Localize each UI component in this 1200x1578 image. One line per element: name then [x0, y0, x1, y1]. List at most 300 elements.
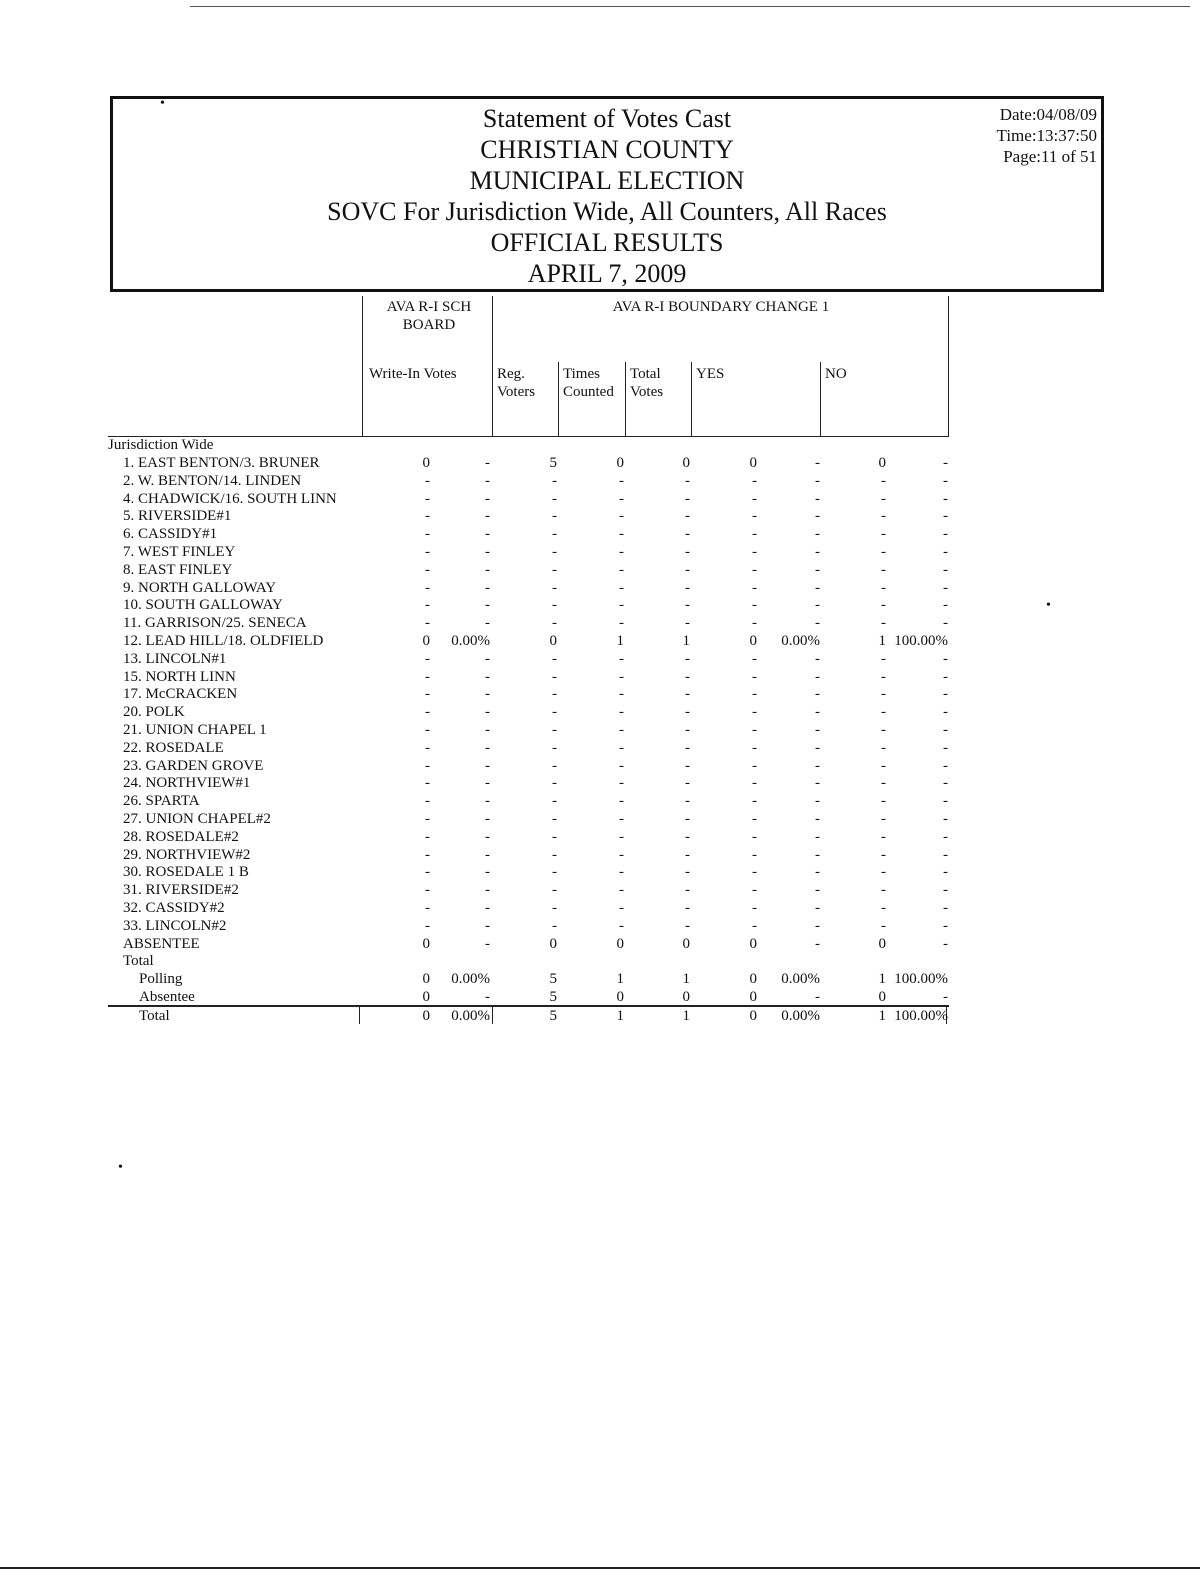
- total-votes-cell: -: [685, 846, 690, 863]
- writein-votes-cell: -: [425, 526, 430, 543]
- writein-votes-cell: -: [425, 472, 430, 489]
- times-counted-cell: -: [619, 828, 624, 845]
- yes-percent-cell: -: [815, 900, 820, 916]
- yes-percent-cell: -: [815, 935, 820, 952]
- reg-voters-cell: -: [552, 561, 557, 578]
- reg-voters-cell: -: [552, 846, 557, 863]
- total-votes-cell: -: [685, 615, 690, 632]
- no-percent-cell: -: [943, 455, 948, 471]
- total-votes-cell: -: [685, 561, 690, 578]
- no-percent-cell: -: [943, 846, 948, 863]
- writein-percent-cell: -: [485, 775, 490, 792]
- times-counted-cell: -: [619, 615, 624, 632]
- total-votes-cell: -: [685, 828, 690, 845]
- no-votes-cell: -: [881, 579, 886, 596]
- reg-voters-cell: 5: [549, 455, 557, 471]
- times-counted-cell: 0: [616, 989, 624, 1005]
- times-counted-cell: -: [619, 597, 624, 614]
- reg-voters-cell: -: [552, 882, 557, 899]
- writein-votes-cell: -: [425, 811, 430, 827]
- precinct-label: 7. WEST FINLEY: [123, 544, 236, 560]
- scan-speck: •: [1046, 598, 1051, 613]
- official-results-line: OFFICIAL RESULTS: [490, 228, 724, 257]
- yes-votes-cell: -: [752, 917, 757, 934]
- no-percent-cell: 100.00%: [894, 1008, 948, 1024]
- total-votes-cell: -: [685, 757, 690, 774]
- writein-percent-cell: -: [485, 544, 490, 560]
- precinct-label: 13. LINCOLN#1: [123, 650, 227, 667]
- total-votes-cell: -: [685, 722, 690, 738]
- yes-votes-cell: 0: [749, 1008, 757, 1024]
- precinct-label: 32. CASSIDY#2: [123, 900, 225, 916]
- no-percent-cell: -: [943, 561, 948, 578]
- total-votes-header-line2: Votes: [630, 384, 664, 400]
- yes-percent-cell: -: [815, 811, 820, 827]
- yes-percent-cell: -: [815, 650, 820, 667]
- reg-voters-cell: 0: [549, 633, 557, 649]
- writein-votes-cell: -: [425, 722, 430, 738]
- no-percent-cell: -: [943, 864, 948, 881]
- no-votes-cell: -: [881, 793, 886, 810]
- no-votes-cell: -: [881, 490, 886, 507]
- yes-votes-cell: -: [752, 900, 757, 916]
- times-counted-cell: 1: [616, 971, 624, 988]
- writein-votes-cell: 0: [422, 971, 430, 988]
- grid-line: [558, 362, 559, 436]
- yes-percent-cell: 0.00%: [781, 971, 820, 988]
- total-votes-cell: -: [685, 668, 690, 685]
- scan-bottom-edge-line: [0, 1567, 1200, 1569]
- writein-votes-cell: 0: [422, 633, 430, 649]
- yes-votes-cell: -: [752, 811, 757, 827]
- precinct-label: Total: [139, 1008, 170, 1024]
- yes-votes-cell: 0: [749, 455, 757, 471]
- reg-voters-header: [497, 365, 535, 401]
- yes-votes-cell: -: [752, 597, 757, 614]
- no-percent-cell: 100.00%: [894, 971, 948, 988]
- total-votes-cell: -: [685, 900, 690, 916]
- no-votes-cell: 0: [878, 935, 886, 952]
- precinct-label: 33. LINCOLN#2: [123, 917, 227, 934]
- writein-percent-cell: 0.00%: [451, 633, 490, 649]
- no-percent-cell: -: [943, 935, 948, 952]
- yes-votes-cell: -: [752, 526, 757, 543]
- times-counted-cell: 1: [616, 1008, 624, 1024]
- total-votes-cell: 1: [682, 633, 690, 649]
- writein-percent-cell: -: [485, 935, 490, 952]
- writein-votes-cell: -: [425, 508, 430, 525]
- writein-votes-cell: -: [425, 704, 430, 721]
- writein-percent-cell: -: [485, 455, 490, 471]
- yes-percent-cell: -: [815, 508, 820, 525]
- writein-votes-cell: -: [425, 668, 430, 685]
- times-counted-cell: -: [619, 793, 624, 810]
- yes-percent-cell: -: [815, 864, 820, 881]
- writein-percent-cell: -: [485, 900, 490, 916]
- total-votes-cell: 0: [682, 935, 690, 952]
- precinct-label: Polling: [139, 971, 183, 988]
- no-percent-cell: -: [943, 828, 948, 845]
- reg-voters-cell: -: [552, 900, 557, 916]
- writein-votes-cell: -: [425, 561, 430, 578]
- times-counted-cell: -: [619, 544, 624, 560]
- times-counted-header-line1: Times: [563, 366, 600, 382]
- reg-voters-cell: -: [552, 917, 557, 934]
- writein-votes-cell: -: [425, 739, 430, 756]
- total-votes-cell: -: [685, 793, 690, 810]
- report-header-box: [110, 96, 1104, 292]
- precinct-label: 15. NORTH LINN: [123, 668, 236, 685]
- no-percent-cell: -: [943, 490, 948, 507]
- total-votes-cell: -: [685, 775, 690, 792]
- yes-votes-cell: -: [752, 739, 757, 756]
- writein-votes-cell: -: [425, 882, 430, 899]
- precinct-label: 30. ROSEDALE 1 B: [123, 864, 249, 881]
- precinct-label: 22. ROSEDALE: [123, 739, 224, 756]
- total-votes-cell: 0: [682, 989, 690, 1005]
- reg-voters-cell: -: [552, 650, 557, 667]
- total-votes-cell: 0: [682, 455, 690, 471]
- writein-votes-cell: -: [425, 597, 430, 614]
- total-votes-cell: -: [685, 882, 690, 899]
- yes-percent-cell: -: [815, 917, 820, 934]
- writein-percent-cell: -: [485, 722, 490, 738]
- writein-percent-cell: -: [485, 526, 490, 543]
- reg-voters-cell: -: [552, 686, 557, 703]
- times-counted-cell: -: [619, 508, 624, 525]
- yes-votes-cell: 0: [749, 633, 757, 649]
- writein-percent-cell: -: [485, 668, 490, 685]
- yes-percent-cell: -: [815, 722, 820, 738]
- yes-percent-cell: -: [815, 472, 820, 489]
- header-rule: [108, 436, 949, 437]
- reg-voters-cell: -: [552, 722, 557, 738]
- total-votes-cell: -: [685, 811, 690, 827]
- reg-voters-cell: -: [552, 775, 557, 792]
- no-percent-cell: -: [943, 668, 948, 685]
- total-votes-cell: -: [685, 579, 690, 596]
- times-counted-cell: -: [619, 864, 624, 881]
- no-votes-cell: -: [881, 775, 886, 792]
- sovc-line: SOVC For Jurisdiction Wide, All Counters, All Races: [327, 197, 887, 226]
- grid-line: [691, 362, 692, 436]
- yes-percent-cell: -: [815, 544, 820, 560]
- yes-votes-cell: -: [752, 579, 757, 596]
- reg-voters-cell: -: [552, 864, 557, 881]
- yes-votes-cell: -: [752, 686, 757, 703]
- precinct-label: Total: [123, 953, 154, 970]
- no-percent-cell: -: [943, 579, 948, 596]
- no-votes-cell: -: [881, 900, 886, 916]
- no-votes-cell: -: [881, 508, 886, 525]
- reg-voters-header-line2: Voters: [497, 384, 536, 400]
- writein-percent-cell: -: [485, 757, 490, 774]
- no-header: NO: [825, 366, 847, 382]
- total-votes-cell: 1: [682, 971, 690, 988]
- no-votes-cell: -: [881, 846, 886, 863]
- precinct-label: 6. CASSIDY#1: [123, 526, 218, 543]
- writein-percent-cell: -: [485, 579, 490, 596]
- no-votes-cell: 1: [878, 971, 886, 988]
- precinct-label: 10. SOUTH GALLOWAY: [123, 597, 283, 614]
- reg-voters-cell: -: [552, 828, 557, 845]
- race1-title-line2: BOARD: [402, 317, 456, 333]
- reg-voters-cell: -: [552, 793, 557, 810]
- writein-percent-cell: -: [485, 472, 490, 489]
- no-percent-cell: -: [943, 597, 948, 614]
- yes-votes-cell: -: [752, 508, 757, 525]
- times-counted-header-line2: Counted: [563, 384, 614, 400]
- writein-votes-cell: -: [425, 828, 430, 845]
- no-votes-cell: -: [881, 739, 886, 756]
- times-counted-cell: -: [619, 722, 624, 738]
- total-votes-header: [630, 365, 663, 401]
- yes-percent-cell: -: [815, 668, 820, 685]
- total-votes-cell: 1: [682, 1008, 690, 1024]
- times-counted-cell: -: [619, 811, 624, 827]
- yes-percent-cell: -: [815, 989, 820, 1005]
- total-votes-cell: -: [685, 864, 690, 881]
- times-counted-cell: -: [619, 686, 624, 703]
- total-votes-cell: -: [685, 597, 690, 614]
- total-votes-cell: -: [685, 490, 690, 507]
- yes-votes-cell: -: [752, 704, 757, 721]
- yes-percent-cell: -: [815, 757, 820, 774]
- no-percent-cell: -: [943, 544, 948, 560]
- report-date: Date:04/08/09: [999, 105, 1097, 124]
- writein-percent-cell: -: [485, 704, 490, 721]
- yes-percent-cell: -: [815, 455, 820, 471]
- precinct-label: 11. GARRISON/25. SENECA: [123, 615, 307, 632]
- no-votes-cell: 0: [878, 989, 886, 1005]
- writein-percent-cell: -: [485, 864, 490, 881]
- no-percent-cell: -: [943, 508, 948, 525]
- no-percent-cell: -: [943, 882, 948, 899]
- writein-votes-header: Write-In Votes: [369, 366, 457, 382]
- precinct-label: 24. NORTHVIEW#1: [123, 775, 251, 792]
- reg-voters-cell: 5: [549, 989, 557, 1005]
- no-votes-cell: -: [881, 882, 886, 899]
- writein-percent-cell: -: [485, 650, 490, 667]
- yes-votes-cell: -: [752, 722, 757, 738]
- times-counted-cell: -: [619, 917, 624, 934]
- yes-percent-cell: -: [815, 615, 820, 632]
- reg-voters-cell: -: [552, 615, 557, 632]
- no-votes-cell: -: [881, 650, 886, 667]
- writein-percent-cell: -: [485, 490, 490, 507]
- precinct-label: 5. RIVERSIDE#1: [123, 508, 232, 525]
- times-counted-cell: -: [619, 900, 624, 916]
- total-votes-cell: -: [685, 508, 690, 525]
- writein-votes-cell: -: [425, 544, 430, 560]
- times-counted-cell: -: [619, 882, 624, 899]
- reg-voters-cell: -: [552, 526, 557, 543]
- reg-voters-cell: 5: [549, 1008, 557, 1024]
- grid-line: [362, 296, 363, 436]
- no-percent-cell: -: [943, 650, 948, 667]
- yes-percent-cell: -: [815, 739, 820, 756]
- total-votes-cell: -: [685, 739, 690, 756]
- yes-votes-cell: 0: [749, 935, 757, 952]
- total-votes-cell: -: [685, 650, 690, 667]
- reg-voters-cell: -: [552, 739, 557, 756]
- times-counted-cell: 0: [616, 455, 624, 471]
- writein-votes-cell: -: [425, 775, 430, 792]
- no-percent-cell: -: [943, 900, 948, 916]
- writein-percent-cell: 0.00%: [451, 971, 490, 988]
- no-votes-cell: -: [881, 472, 886, 489]
- no-votes-cell: 0: [878, 455, 886, 471]
- no-votes-cell: -: [881, 917, 886, 934]
- precinct-label: 26. SPARTA: [123, 793, 200, 810]
- writein-percent-cell: -: [485, 508, 490, 525]
- precinct-label: 20. POLK: [123, 704, 185, 721]
- writein-percent-cell: -: [485, 686, 490, 703]
- scan-speck: •: [118, 1160, 123, 1175]
- total-votes-cell: -: [685, 472, 690, 489]
- writein-votes-cell: -: [425, 579, 430, 596]
- writein-votes-cell: 0: [422, 1008, 430, 1024]
- no-votes-cell: -: [881, 526, 886, 543]
- no-votes-cell: -: [881, 544, 886, 560]
- writein-votes-cell: 0: [422, 935, 430, 952]
- no-percent-cell: -: [943, 811, 948, 827]
- yes-percent-cell: -: [815, 828, 820, 845]
- report-title-block: [113, 103, 1101, 289]
- writein-percent-cell: -: [485, 597, 490, 614]
- no-percent-cell: -: [943, 472, 948, 489]
- yes-percent-cell: -: [815, 579, 820, 596]
- yes-percent-cell: 0.00%: [781, 1008, 820, 1024]
- no-votes-cell: 1: [878, 633, 886, 649]
- times-counted-cell: -: [619, 526, 624, 543]
- yes-percent-cell: 0.00%: [781, 633, 820, 649]
- times-counted-cell: -: [619, 739, 624, 756]
- section-label: Jurisdiction Wide: [108, 437, 214, 453]
- yes-votes-cell: -: [752, 828, 757, 845]
- grid-line: [948, 296, 949, 436]
- writein-percent-cell: -: [485, 811, 490, 827]
- writein-votes-cell: -: [425, 490, 430, 507]
- times-counted-cell: -: [619, 650, 624, 667]
- writein-votes-cell: -: [425, 793, 430, 810]
- no-percent-cell: -: [943, 686, 948, 703]
- no-votes-cell: -: [881, 828, 886, 845]
- yes-votes-cell: 0: [749, 989, 757, 1005]
- precinct-label: ABSENTEE: [123, 935, 200, 952]
- yes-votes-cell: -: [752, 864, 757, 881]
- times-counted-cell: 1: [616, 633, 624, 649]
- no-percent-cell: -: [943, 526, 948, 543]
- no-votes-cell: -: [881, 722, 886, 738]
- yes-header: YES: [696, 366, 725, 382]
- writein-percent-cell: -: [485, 739, 490, 756]
- total-votes-cell: -: [685, 526, 690, 543]
- no-votes-cell: -: [881, 615, 886, 632]
- reg-voters-cell: -: [552, 544, 557, 560]
- report-meta-block: [997, 104, 1097, 167]
- times-counted-cell: -: [619, 757, 624, 774]
- reg-voters-cell: 5: [549, 971, 557, 988]
- precinct-label: 2. W. BENTON/14. LINDEN: [123, 472, 302, 489]
- grid-line: [492, 296, 493, 436]
- precinct-label: 23. GARDEN GROVE: [123, 757, 264, 774]
- county-line: CHRISTIAN COUNTY: [480, 135, 734, 164]
- race2-title: AVA R-I BOUNDARY CHANGE 1: [612, 299, 830, 315]
- no-percent-cell: -: [943, 615, 948, 632]
- reg-voters-cell: 0: [549, 935, 557, 952]
- reg-voters-cell: -: [552, 472, 557, 489]
- yes-percent-cell: -: [815, 686, 820, 703]
- times-counted-cell: -: [619, 668, 624, 685]
- writein-percent-cell: -: [485, 793, 490, 810]
- no-votes-cell: -: [881, 864, 886, 881]
- precinct-label: 28. ROSEDALE#2: [123, 828, 239, 845]
- no-percent-cell: -: [943, 757, 948, 774]
- yes-votes-cell: -: [752, 775, 757, 792]
- total-votes-cell: -: [685, 704, 690, 721]
- yes-votes-cell: -: [752, 490, 757, 507]
- writein-percent-cell: -: [485, 882, 490, 899]
- race1-title: [366, 298, 492, 334]
- writein-votes-cell: -: [425, 900, 430, 916]
- writein-percent-cell: -: [485, 989, 490, 1005]
- scan-speck: •: [160, 96, 165, 111]
- precinct-label: 31. RIVERSIDE#2: [123, 882, 239, 899]
- no-votes-cell: 1: [878, 1008, 886, 1024]
- writein-percent-cell: -: [485, 917, 490, 934]
- times-counted-cell: -: [619, 490, 624, 507]
- title-line: Statement of Votes Cast: [482, 104, 732, 133]
- no-percent-cell: 100.00%: [894, 633, 948, 649]
- yes-votes-cell: -: [752, 544, 757, 560]
- precinct-label: 9. NORTH GALLOWAY: [123, 579, 277, 596]
- writein-percent-cell: -: [485, 846, 490, 863]
- times-counted-cell: -: [619, 561, 624, 578]
- scan-top-edge-line: [190, 6, 1190, 7]
- yes-percent-cell: -: [815, 775, 820, 792]
- yes-percent-cell: -: [815, 526, 820, 543]
- times-counted-cell: -: [619, 775, 624, 792]
- no-percent-cell: -: [943, 775, 948, 792]
- precinct-label: 12. LEAD HILL/18. OLDFIELD: [123, 633, 324, 649]
- reg-voters-cell: -: [552, 668, 557, 685]
- yes-votes-cell: -: [752, 472, 757, 489]
- writein-votes-cell: -: [425, 917, 430, 934]
- writein-votes-cell: -: [425, 650, 430, 667]
- writein-votes-cell: -: [425, 846, 430, 863]
- yes-votes-cell: -: [752, 668, 757, 685]
- election-date-line: APRIL 7, 2009: [527, 259, 687, 288]
- reg-voters-cell: -: [552, 757, 557, 774]
- no-percent-cell: -: [943, 793, 948, 810]
- times-counted-cell: -: [619, 472, 624, 489]
- race1-title-line1: AVA R-I SCH: [386, 299, 472, 315]
- reg-voters-cell: -: [552, 490, 557, 507]
- yes-votes-cell: -: [752, 650, 757, 667]
- precinct-label: 21. UNION CHAPEL 1: [123, 722, 267, 738]
- yes-percent-cell: -: [815, 561, 820, 578]
- writein-votes-cell: -: [425, 864, 430, 881]
- precinct-label: 1. EAST BENTON/3. BRUNER: [123, 455, 320, 471]
- precinct-label: 8. EAST FINLEY: [123, 561, 233, 578]
- yes-percent-cell: -: [815, 597, 820, 614]
- yes-percent-cell: -: [815, 704, 820, 721]
- yes-votes-cell: -: [752, 793, 757, 810]
- no-votes-cell: -: [881, 704, 886, 721]
- reg-voters-cell: -: [552, 811, 557, 827]
- no-votes-cell: -: [881, 597, 886, 614]
